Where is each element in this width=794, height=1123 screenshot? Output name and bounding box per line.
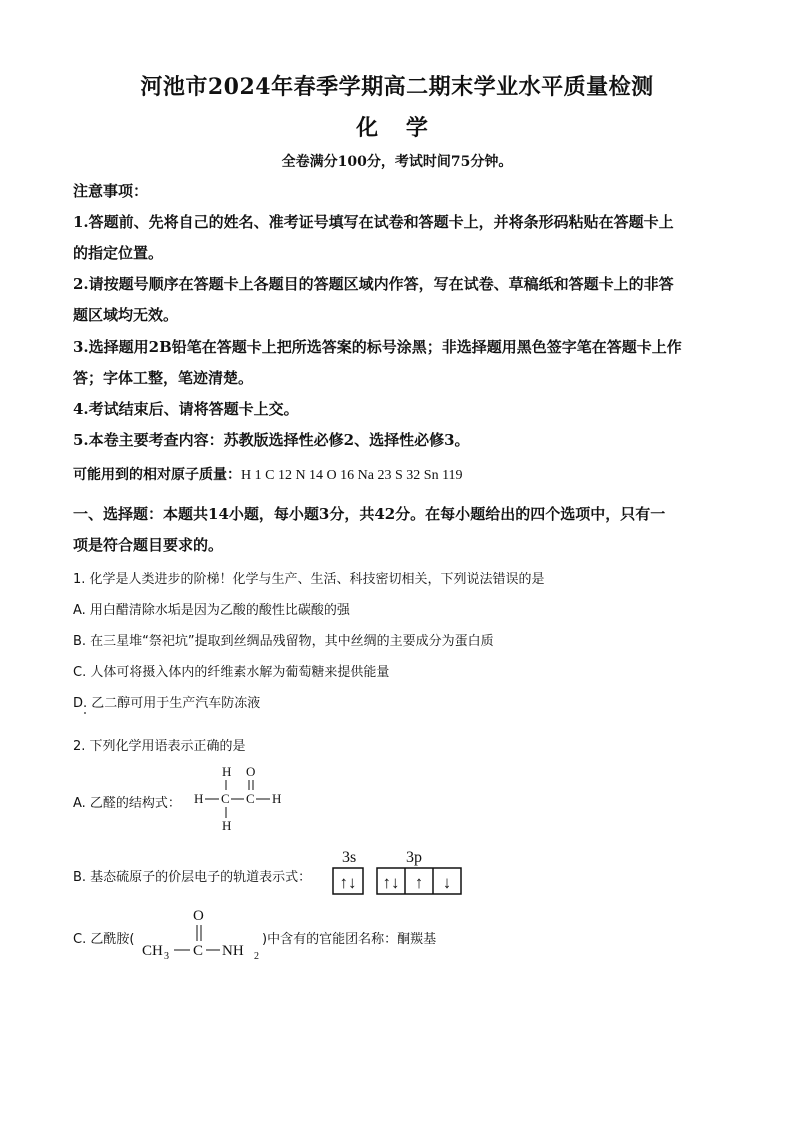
atom-h: H bbox=[222, 764, 232, 779]
electron-down: ↓ bbox=[442, 873, 452, 892]
notice-line: 3.选择题用2B铅笔在答题卡上把所选答案的标号涂黑；非选择题用黑色签字笔在答题卡上作 bbox=[73, 338, 682, 356]
question-1-option-c: C. 人体可将摄入体内的纤维素水解为葡萄糖来提供能量 bbox=[73, 665, 390, 680]
label-3p: 3p bbox=[406, 849, 422, 866]
atom-o: O bbox=[193, 908, 204, 924]
atom-o: O bbox=[246, 764, 256, 779]
atomic-mass-values: H 1 C 12 N 14 O 16 Na 23 S 32 Sn 119 bbox=[241, 468, 463, 483]
atom-h: H bbox=[272, 791, 282, 806]
question-2-option-c-suffix: )中含有的官能团名称：酮羰基 bbox=[262, 932, 437, 947]
question-1-stem: 1. 化学是人类进步的阶梯！化学与生产、生活、科技密切相关，下列说法错误的是 bbox=[73, 572, 545, 587]
question-2-option-c-prefix: C. 乙酰胺( bbox=[73, 932, 135, 947]
atom-h: H bbox=[194, 791, 204, 806]
notice-heading: 注意事项： bbox=[73, 182, 149, 200]
question-1-option-d: D. 乙二醇可用于生产汽车防冻液 bbox=[73, 696, 261, 711]
question-2-option-b-label: B. 基态硫原子的价层电子的轨道表示式： bbox=[73, 870, 312, 885]
bonds bbox=[205, 780, 270, 818]
atom-c: C bbox=[221, 791, 230, 806]
atom-c: C bbox=[246, 791, 255, 806]
subscript-2: 2 bbox=[254, 951, 259, 961]
acetamide-structure bbox=[140, 903, 262, 961]
notice-line: 1.答题前、先将自己的姓名、准考证号填写在试卷和答题卡上，并将条形码粘贴在答题卡上 bbox=[73, 213, 674, 231]
electron-pair: ↑↓ bbox=[339, 873, 357, 892]
notice-line: 5.本卷主要考查内容：苏教版选择性必修2、选择性必修3。 bbox=[73, 431, 470, 449]
question-1-option-b: B. 在三星堆“祭祀坑”提取到丝绸品残留物，其中丝绸的主要成分为蛋白质 bbox=[73, 634, 494, 649]
notice-line: 2.请按题号顺序在答题卡上各题目的答题区域内作答，写在试卷、草稿纸和答题卡上的非答 bbox=[73, 275, 674, 293]
question-2-stem: 2. 下列化学用语表示正确的是 bbox=[73, 739, 246, 754]
page-title: 河池市2024年春季学期高二期末学业水平质量检测 bbox=[140, 74, 654, 100]
question-2-option-a-label: A. 乙醛的结构式： bbox=[73, 796, 181, 811]
notice-line: 答；字体工整，笔迹清楚。 bbox=[73, 369, 254, 387]
label-3s: 3s bbox=[342, 849, 357, 866]
atom-c: C bbox=[193, 943, 204, 959]
electron-up: ↑ bbox=[414, 873, 424, 892]
atom-h: H bbox=[222, 818, 232, 833]
section-heading-cont: 项是符合题目要求的。 bbox=[73, 536, 224, 554]
acetaldehyde-structure bbox=[186, 762, 296, 834]
question-1-option-a: A. 用白醋清除水垢是因为乙酸的酸性比碳酸的强 bbox=[73, 603, 350, 618]
subscript-3: 3 bbox=[164, 951, 169, 961]
sulfur-orbital-diagram bbox=[330, 845, 470, 897]
subject-title: 化 学 bbox=[356, 115, 438, 141]
group-ch: CH bbox=[142, 943, 163, 959]
notice-line: 的指定位置。 bbox=[73, 244, 164, 262]
section-heading: 一、选择题：本题共14小题，每小题3分，共42分。在每小题给出的四个选项中，只有一 bbox=[73, 505, 666, 523]
atomic-mass-label: 可能用到的相对原子质量： bbox=[73, 467, 241, 483]
group-nh: NH bbox=[222, 943, 244, 959]
notice-line: 4.考试结束后、请将答题卡上交。 bbox=[73, 400, 299, 418]
exam-meta: 全卷满分100分，考试时间75分钟。 bbox=[281, 154, 513, 170]
electron-pair: ↑↓ bbox=[382, 873, 400, 892]
dot-mark bbox=[84, 712, 86, 714]
notice-line: 题区域均无效。 bbox=[73, 306, 179, 324]
atomic-mass-line bbox=[73, 464, 463, 484]
